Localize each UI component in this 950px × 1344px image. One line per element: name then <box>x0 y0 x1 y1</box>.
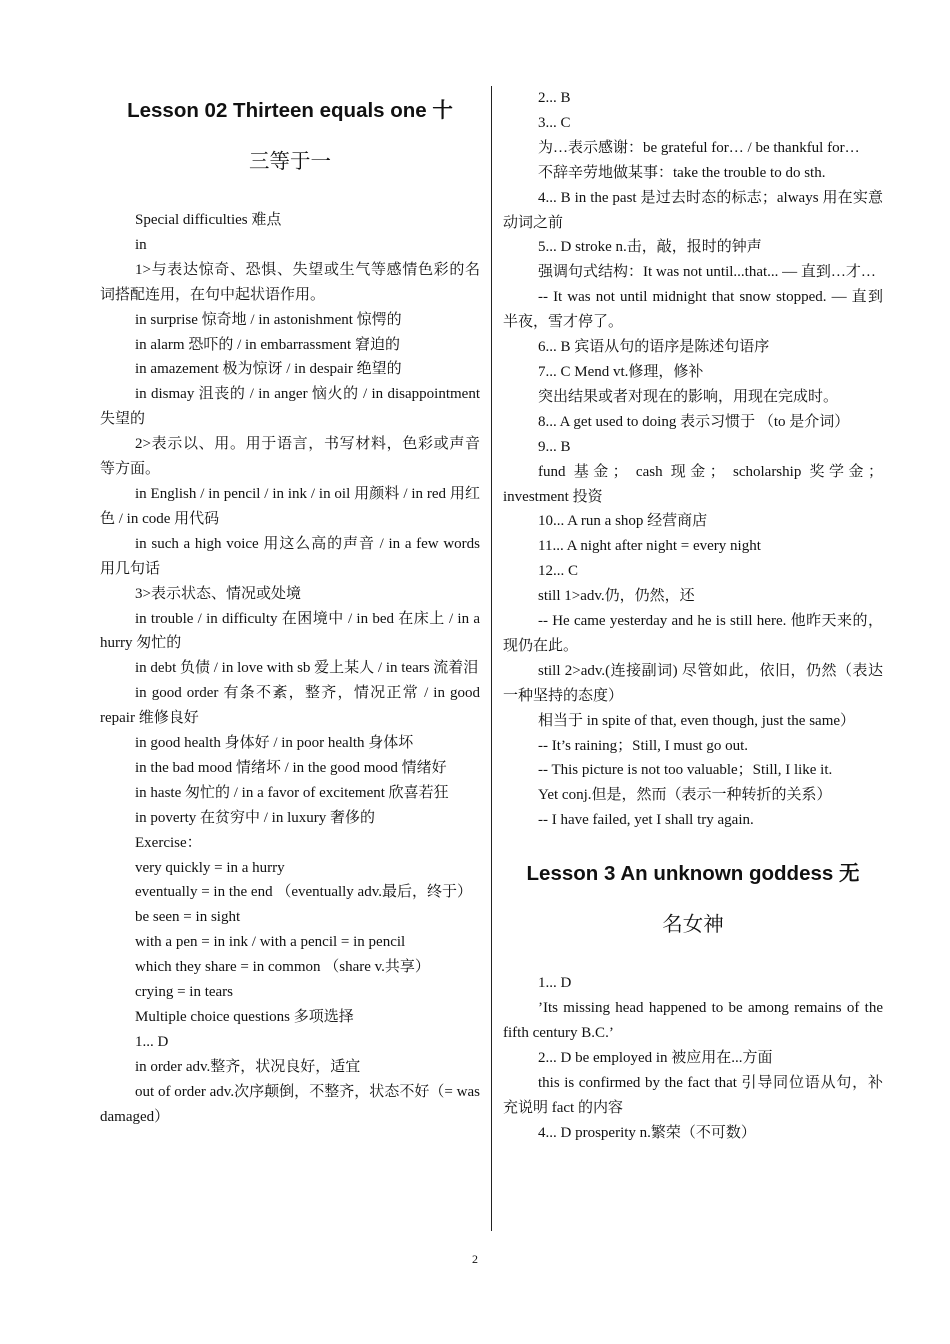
paragraph: 2... B <box>538 90 571 106</box>
paragraph: in trouble / in difficulty 在困境中 / in bed 在床上 / in a hurry 匆忙的 <box>100 610 480 652</box>
lesson-03-heading <box>503 849 883 950</box>
paragraph: very quickly = in a hurry <box>135 859 285 876</box>
paragraph: in <box>135 236 147 253</box>
paragraph: Special difficulties 难点 <box>135 212 282 228</box>
paragraph: Yet conj.但是，然而（表示一种转折的关系） <box>538 787 832 804</box>
paragraph: 6... B 宾语从句的语序是陈述句语序 <box>538 339 770 356</box>
paragraph: in English / in pencil / in ink / in oil 用颜料 / in red 用红色 / in code 用代码 <box>100 485 480 527</box>
paragraph: 4... D prosperity n.繁荣（不可数） <box>538 1124 756 1141</box>
paragraph: in such a high voice 用这么高的声音 / in a few words 用几句话 <box>100 535 480 577</box>
paragraph: -- It’s raining；Still, I must go out. <box>538 737 748 754</box>
paragraph: 5... D stroke n.击，敲，报时的钟声 <box>538 239 762 256</box>
paragraph: -- This picture is not too valuable；Still, I like it. <box>538 762 833 779</box>
paragraph: 1... D <box>135 1033 169 1050</box>
paragraph: 3>表示状态、情况或处境 <box>135 585 301 602</box>
paragraph: 8... A get used to doing 表示习惯于 （to 是介词） <box>538 413 850 430</box>
paragraph: ’Its missing head happened to be among remains of the fifth century B.C.’ <box>503 1000 883 1041</box>
paragraph: 3... C <box>538 114 571 131</box>
paragraph: 为…表示感谢：be grateful for… / be thankful for… <box>538 139 860 156</box>
paragraph: in good health 身体好 / in poor health 身体坏 <box>135 735 414 752</box>
paragraph: this is confirmed by the fact that 引导同位语从句，补充说明 fact 的内容 <box>503 1074 883 1116</box>
paragraph: -- He came yesterday and he is still here. 他昨天来的，现仍在此。 <box>503 613 883 654</box>
paragraph: eventually = in the end （eventually adv.最后，终于） <box>135 884 472 901</box>
left-column <box>100 86 480 1130</box>
paragraph: which they share = in common （share v.共享） <box>135 959 430 976</box>
paragraph: 强调句式结构：It was not until...that... — 直到…才… <box>538 264 876 281</box>
paragraph: 1>与表达惊奇、恐惧、失望或生气等感情色彩的名词搭配连用，在句中起状语作用。 <box>100 261 480 303</box>
paragraph: in the bad mood 情绪坏 / in the good mood 情绪好 <box>135 759 447 776</box>
paragraph: Multiple choice questions 多项选择 <box>135 1009 354 1025</box>
paragraph: 相当于 in spite of that, even though, just the same） <box>538 712 856 729</box>
paragraph: 不辞辛劳地做某事：take the trouble to do sth. <box>538 164 826 181</box>
page-number: 2 <box>472 1252 478 1266</box>
paragraph: 7... C Mend vt.修理，修补 <box>538 363 704 380</box>
paragraph: with a pen = in ink / with a pencil = in pencil <box>135 934 406 951</box>
heading-line-2: 三等于一 <box>249 149 331 173</box>
heading-line-1: Lesson 02 Thirteen equals one 十 <box>127 99 453 122</box>
heading-line-1: Lesson 3 An unknown goddess 无 <box>526 862 860 886</box>
paragraph: -- I have failed, yet I shall try again. <box>538 812 754 829</box>
paragraph: in order adv.整齐，状况良好，适宜 <box>135 1058 361 1075</box>
paragraph: crying = in tears <box>135 984 234 1001</box>
right-paragraphs-bottom <box>503 971 883 1145</box>
paragraph: 9... B <box>538 438 571 455</box>
paragraph: in debt 负债 / in love with sb 爱上某人 / in tears 流着泪 <box>135 660 479 677</box>
heading-line-2: 名女神 <box>662 912 724 937</box>
paragraph: 1... D <box>538 975 572 992</box>
paragraph: be seen = in sight <box>135 909 241 926</box>
paragraph: still 1>adv.仍，仍然，还 <box>538 588 695 605</box>
paragraph: in good order 有条不紊，整齐，情况正常 / in good repair 维修良好 <box>100 685 480 727</box>
left-paragraphs <box>100 208 480 1130</box>
paragraph: in alarm 恐吓的 / in embarrassment 窘迫的 <box>135 336 400 353</box>
paragraph: Exercise： <box>135 834 202 851</box>
paragraph: 11... A night after night = every night <box>538 538 761 555</box>
right-column <box>503 86 883 1146</box>
paragraph: 4... B in the past 是过去时态的标志；always 用在实意动词之前 <box>503 189 883 231</box>
paragraph: 12... C <box>538 563 579 580</box>
paragraph: 2>表示以、用。用于语言，书写材料，色彩或声音等方面。 <box>100 436 480 478</box>
paragraph: in poverty 在贫穷中 / in luxury 奢侈的 <box>135 809 375 826</box>
paragraph: -- It was not until midnight that snow stopped. — 直到半夜，雪才停了。 <box>503 289 883 331</box>
paragraph: still 2>adv.(连接副词) 尽管如此，依旧，仍然（表达一种坚持的态度） <box>503 662 883 704</box>
lesson-02-heading <box>100 86 480 187</box>
paragraph: out of order adv.次序颠倒，不整齐，状态不好（= was damaged） <box>100 1083 480 1125</box>
paragraph: 2... D be employed in 被应用在...方面 <box>538 1049 773 1066</box>
paragraph: fund 基金； cash 现金； scholarship 奖学金；investment 投资 <box>503 463 883 505</box>
paragraph: 突出结果或者对现在的影响，用现在完成时。 <box>538 388 839 405</box>
paragraph: in haste 匆忙的 / in a favor of excitement 欣喜若狂 <box>135 784 449 801</box>
paragraph: in surprise 惊奇地 / in astonishment 惊愕的 <box>135 311 402 328</box>
paragraph: in dismay 沮丧的 / in anger 恼火的 / in disappointment 失望的 <box>100 386 480 428</box>
right-paragraphs-top <box>503 86 883 833</box>
column-divider <box>491 86 492 1231</box>
paragraph: 10... A run a shop 经营商店 <box>538 513 708 530</box>
paragraph: in amazement 极为惊讶 / in despair 绝望的 <box>135 361 402 378</box>
